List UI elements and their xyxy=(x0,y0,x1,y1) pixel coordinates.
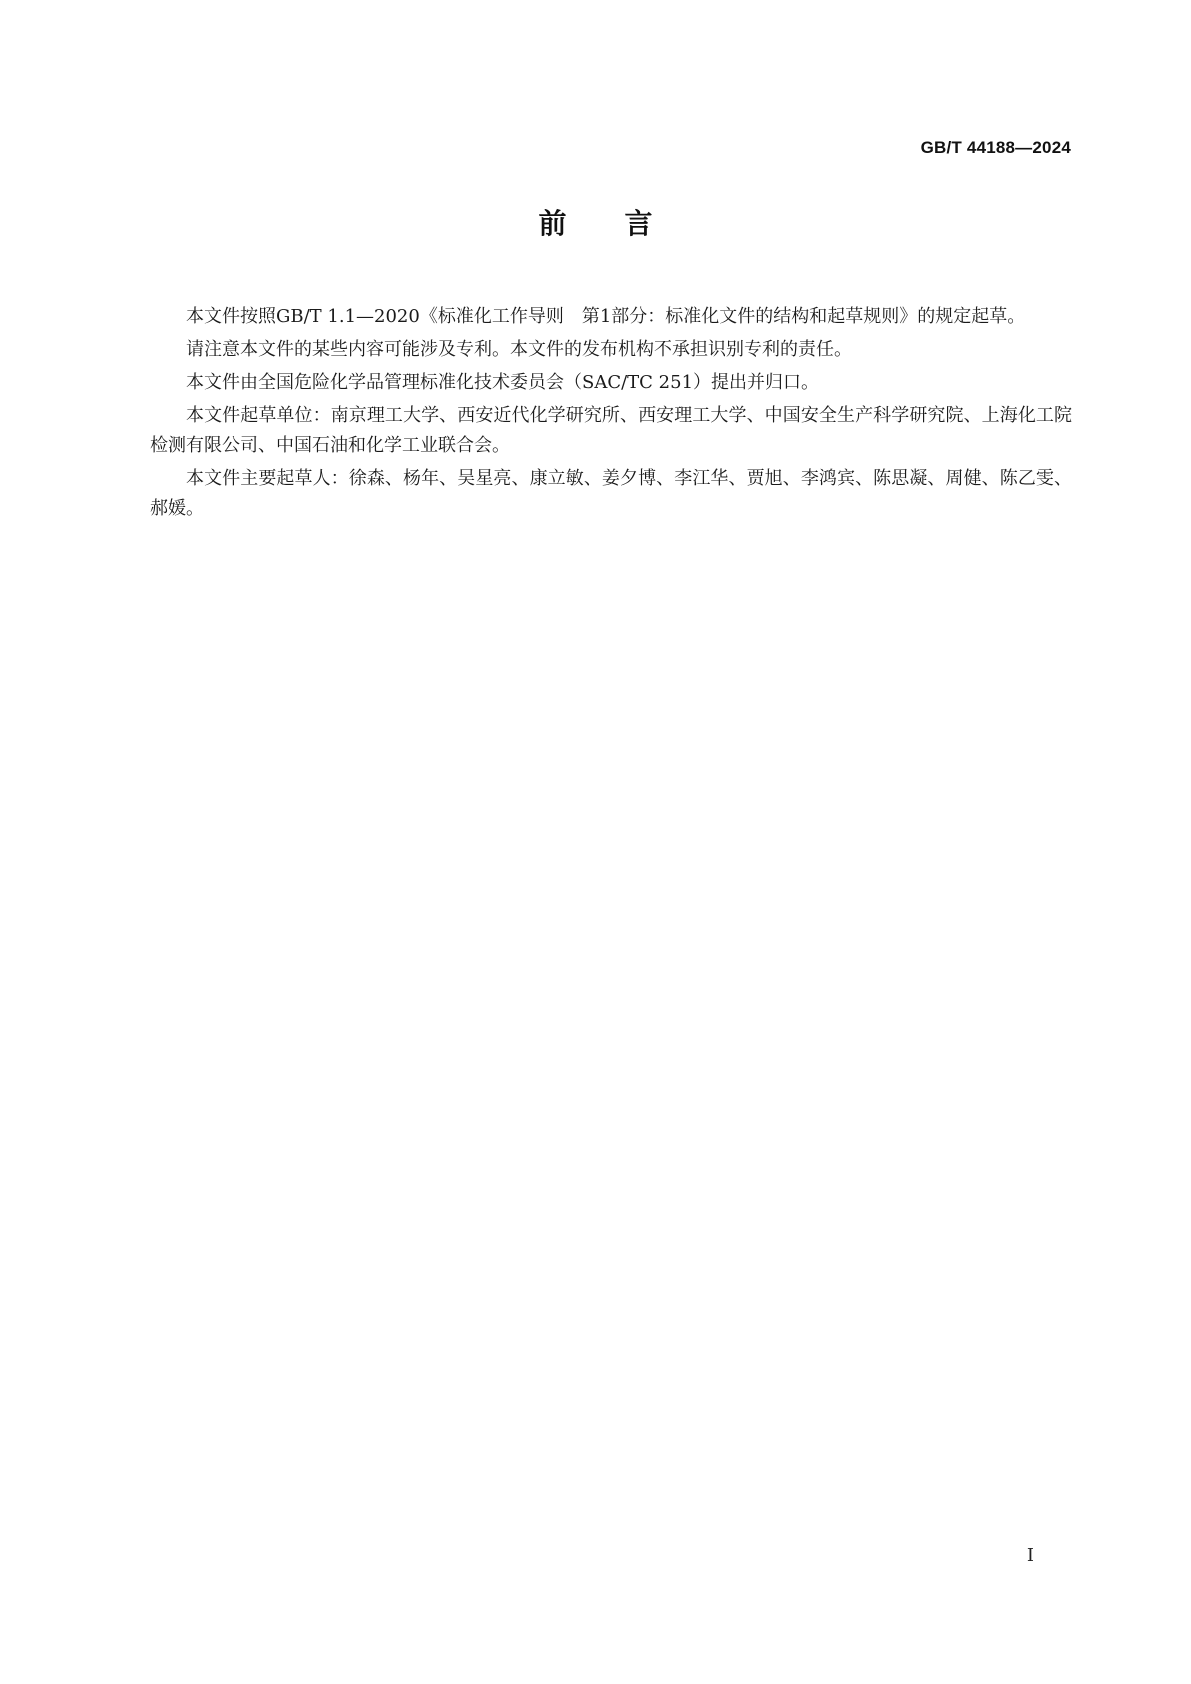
page-title: 前言 xyxy=(538,207,711,240)
preface-body xyxy=(150,302,1072,527)
page-number: I xyxy=(1026,1545,1034,1566)
paragraph-drafters: 本文件主要起草人：徐森、杨年、吴星亮、康立敏、姜夕博、李江华、贾旭、李鸿宾、陈思凝、周健、陈乙雯、郝媛。 xyxy=(150,468,1072,519)
paragraph-patent-notice: 请注意本文件的某些内容可能涉及专利。本文件的发布机构不承担识别专利的责任。 xyxy=(186,339,852,360)
standard-number: GB/T 44188—2024 xyxy=(920,138,1071,157)
paragraph-drafting-rules: 本文件按照GB/T 1.1—2020《标准化工作导则 第1部分：标准化文件的结构和起草规则》的规定起草。 xyxy=(186,306,1026,327)
paragraph-drafting-units: 本文件起草单位：南京理工大学、西安近代化学研究所、西安理工大学、中国安全生产科学研究院、上海化工院检测有限公司、中国石油和化学工业联合会。 xyxy=(150,405,1072,456)
paragraph-proposer: 本文件由全国危险化学品管理标准化技术委员会（SAC/TC 251）提出并归口。 xyxy=(186,372,820,393)
